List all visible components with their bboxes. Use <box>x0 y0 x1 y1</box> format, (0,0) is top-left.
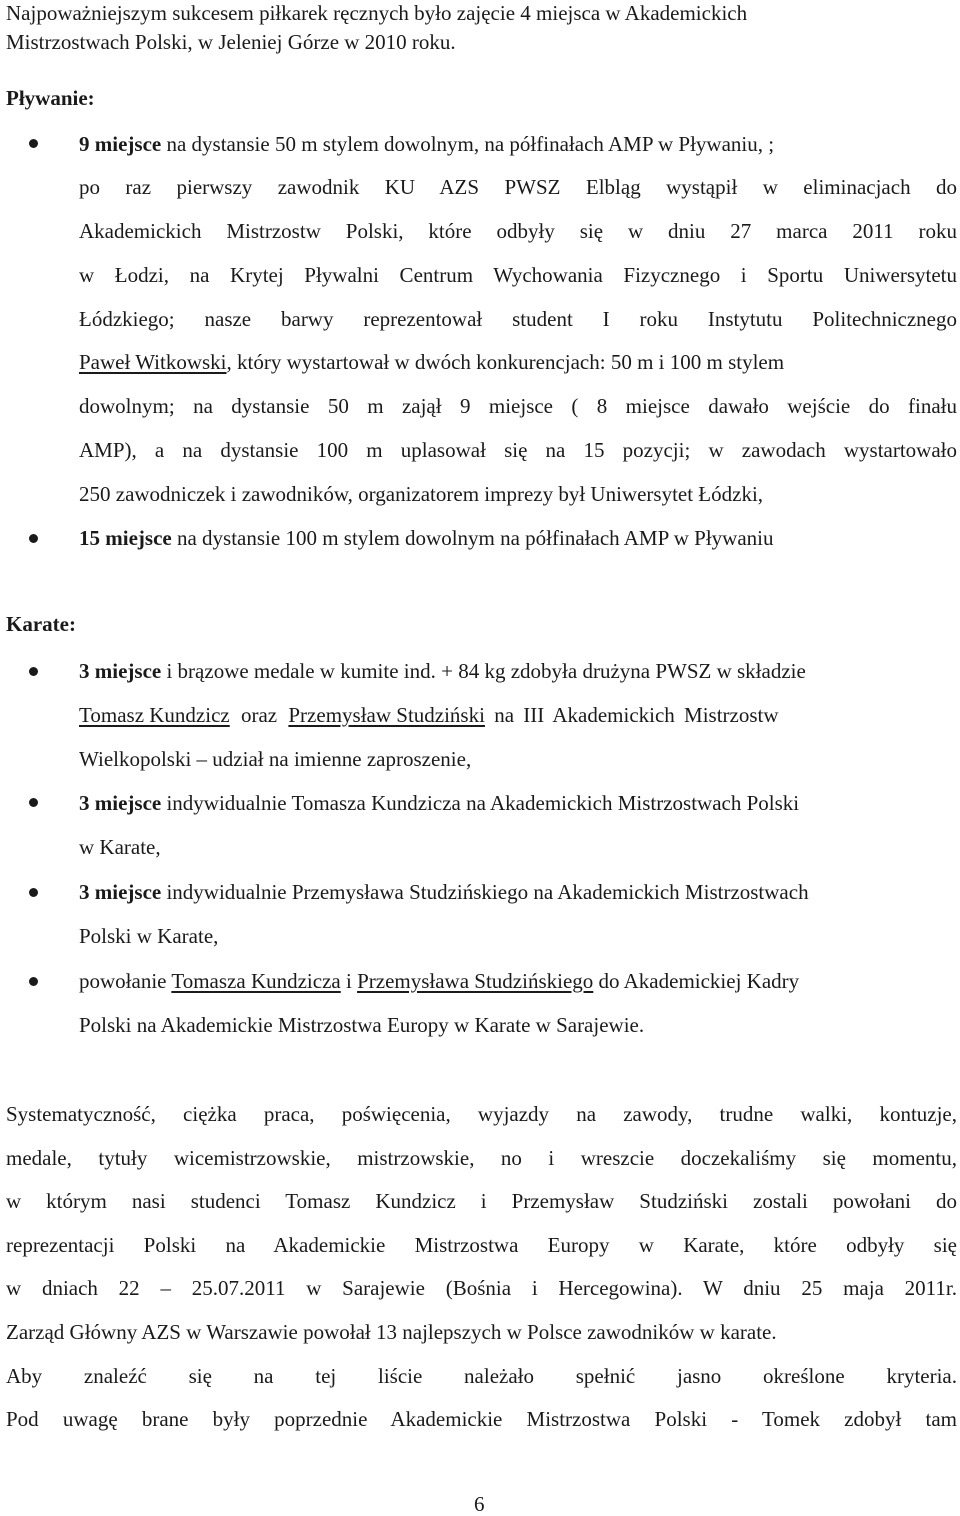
closing-line-8: Pod uwagę brane były poprzednie Akademickie Mistrzostwa Polski - Tomek zdobył tam <box>6 1407 957 1431</box>
karate-item-1-place: 3 miejsce <box>79 659 162 683</box>
bullet-icon <box>29 139 38 148</box>
closing-line-3: w którym nasi studenci Tomasz Kundzicz i Przemysław Studziński zostali powołani do <box>6 1189 957 1213</box>
karate-item-3 <box>79 882 809 903</box>
bullet-icon <box>29 798 38 807</box>
closing-line-6: Zarząd Główny AZS w Warszawie powołał 13 najlepszych w Polsce zawodników w karate. <box>6 1320 777 1344</box>
athlete-name-witkowski: Paweł Witkowski <box>79 350 227 374</box>
swimming-item-1-line-4: w Łodzi, na Krytej Pływalni Centrum Wychowania Fizycznego i Sportu Uniwersytetu <box>79 263 957 287</box>
swimming-item-1-line-5: Łódzkiego; nasze barwy reprezentował student I roku Instytutu Politechnicznego <box>79 307 957 331</box>
swimming-item-1-line-9: 250 zawodniczek i zawodników, organizatorem imprezy był Uniwersytet Łódzki, <box>79 482 764 506</box>
swimming-item-2-text: na dystansie 100 m stylem dowolnym na półfinałach AMP w Pływaniu <box>171 526 774 550</box>
karate-item-1-line-2-text: na III Akademickich Mistrzostw <box>484 703 779 727</box>
intro-line-1: Najpoważniejszym sukcesem piłkarek ręcznych było zajęcie 4 miejsca w Akademickich <box>6 1 748 25</box>
karate-item-1 <box>79 661 806 682</box>
karate-item-3-place: 3 miejsce <box>79 880 162 904</box>
athlete-name-studzinski-2: Przemysława Studzińskiego <box>357 969 594 993</box>
swimming-item-2 <box>79 528 773 549</box>
bullet-icon <box>29 667 38 676</box>
swimming-item-1-text: na dystansie 50 m stylem dowolnym, na półfinałach AMP w Pływaniu, ; <box>161 132 775 156</box>
bullet-icon <box>29 977 38 986</box>
karate-heading: Karate: <box>6 612 76 636</box>
swimming-item-1-line-7: dowolnym; na dystansie 50 m zajął 9 miejsce ( 8 miejsce dawało wejście do finału <box>79 394 957 418</box>
swimming-item-1-line-8: AMP), a na dystansie 100 m uplasował się na 15 pozycji; w zawodach wystartowało <box>79 438 957 462</box>
bullet-icon <box>29 888 38 897</box>
swimming-item-1-line-6-text: , który wystartował w dwóch konkurencjach: 50 m i 100 m stylem <box>226 350 785 374</box>
karate-item-3-text: indywidualnie Przemysława Studzińskiego na Akademickich Mistrzostwach <box>161 880 809 904</box>
karate-item-4-text: do Akademickiej Kadry <box>593 969 800 993</box>
intro-line-2: Mistrzostwach Polski, w Jeleniej Górze w 2010 roku. <box>6 30 456 54</box>
swimming-item-1 <box>79 134 774 155</box>
closing-line-4: reprezentacji Polski na Akademickie Mistrzostwa Europy w Karate, które odbyły się <box>6 1233 957 1257</box>
swimming-item-1-place: 9 miejsce <box>79 132 162 156</box>
karate-item-1-line-3: Wielkopolski – udział na imienne zaproszenie, <box>79 747 472 771</box>
swimming-item-1-line-2: po raz pierwszy zawodnik KU AZS PWSZ Elbląg wystąpił w eliminacjach do <box>79 175 957 199</box>
karate-item-2-text: indywidualnie Tomasza Kundzicza na Akademickich Mistrzostwach Polski <box>161 791 800 815</box>
karate-item-4-line-2: Polski na Akademickie Mistrzostwa Europy w Karate w Sarajewie. <box>79 1013 645 1037</box>
closing-line-1: Systematyczność, ciężka praca, poświęcenia, wyjazdy na zawody, trudne walki, kontuzje, <box>6 1102 957 1126</box>
karate-item-3-line-2: Polski w Karate, <box>79 924 219 948</box>
karate-item-2-place: 3 miejsce <box>79 791 162 815</box>
karate-item-1-conj: oraz <box>229 703 289 727</box>
swimming-item-2-place: 15 miejsce <box>79 526 172 550</box>
karate-item-4-pre: powołanie <box>79 969 172 993</box>
closing-line-5: w dniach 22 – 25.07.2011 w Sarajewie (Bośnia i Hercegowina). W dniu 25 maja 2011r. <box>6 1276 957 1300</box>
swimming-heading: Pływanie: <box>6 86 95 110</box>
karate-item-2-line-2: w Karate, <box>79 835 161 859</box>
athlete-name-kundzicz-2: Tomasza Kundzicza <box>171 969 341 993</box>
athlete-name-studzinski: Przemysław Studziński <box>288 703 485 727</box>
athlete-name-kundzicz: Tomasz Kundzicz <box>79 703 230 727</box>
swimming-item-1-line-6 <box>79 352 957 373</box>
closing-line-2: medale, tytuły wicemistrzowskie, mistrzowskie, no i wreszcie doczekaliśmy się momentu, <box>6 1146 957 1170</box>
karate-item-1-line-2 <box>79 705 779 726</box>
karate-item-1-text: i brązowe medale w kumite ind. + 84 kg zdobyła drużyna PWSZ w składzie <box>161 659 806 683</box>
page-number: 6 <box>474 1492 485 1516</box>
closing-line-7: Aby znaleźć się na tej liście należało spełnić jasno określone kryteria. <box>6 1364 957 1388</box>
bullet-icon <box>29 534 38 543</box>
karate-item-2 <box>79 793 799 814</box>
karate-item-4 <box>79 971 799 992</box>
karate-item-4-conj: i <box>340 969 358 993</box>
swimming-item-1-line-3: Akademickich Mistrzostw Polski, które odbyły się w dniu 27 marca 2011 roku <box>79 219 957 243</box>
